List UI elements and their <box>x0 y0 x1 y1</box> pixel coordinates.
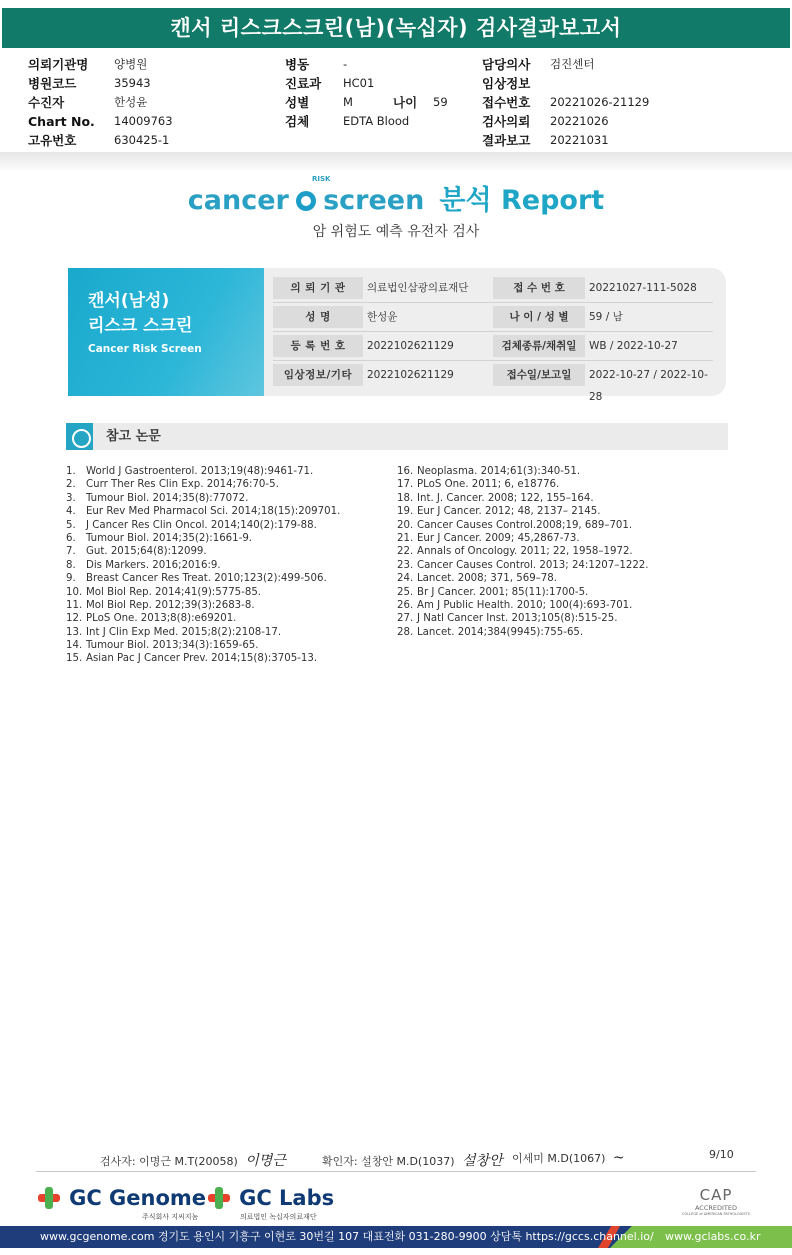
list-item <box>66 626 340 639</box>
gc-genome-logo <box>38 1186 207 1221</box>
grid-row <box>273 332 713 361</box>
gc-cross-icon <box>38 1187 60 1209</box>
footer-site-link[interactable]: www.gclabs.co.kr <box>665 1230 761 1243</box>
ref-number: 23. <box>397 559 414 571</box>
tester-name: 이명근 M.T(20058) <box>139 1155 238 1168</box>
ref-number: 6. <box>66 532 76 544</box>
grid-value: 한성윤 <box>367 311 398 323</box>
info-value: 한성윤 <box>114 95 148 109</box>
ref-text: Eur J Cancer. 2009; 45,2867-73. <box>417 532 580 544</box>
ref-number: 4. <box>66 506 76 518</box>
ref-text: PLoS One. 2013;8(8):e69201. <box>86 613 237 625</box>
tester-signature-mark: 이명근 <box>245 1153 286 1169</box>
report-header <box>0 0 792 50</box>
info-value: EDTA Blood <box>343 114 410 128</box>
info-label: 결과보고 <box>482 133 531 148</box>
info-label: Chart No. <box>28 114 95 129</box>
info-row <box>285 74 465 93</box>
ref-text: Tumour Biol. 2013;34(3):1659-65. <box>86 640 259 652</box>
ref-text: Annals of Oncology. 2011; 22, 1958–1972. <box>417 546 633 558</box>
ref-text: Int. J. Cancer. 2008; 122, 155–164. <box>417 492 594 504</box>
brand-screen: screen <box>323 185 425 216</box>
ref-number: 7. <box>66 546 76 558</box>
list-item <box>397 532 649 545</box>
list-item <box>66 545 340 558</box>
confirmer2-signature-mark: ~ <box>612 1150 625 1166</box>
info-label: 병동 <box>285 57 310 72</box>
ref-number: 16. <box>397 466 414 477</box>
info-value: 20221031 <box>550 133 609 147</box>
grid-value: WB / 2022-10-27 <box>589 340 678 352</box>
info-value: - <box>343 57 348 71</box>
test-info-card <box>68 268 726 403</box>
ref-number: 10. <box>66 586 83 598</box>
grid-label: 접수일/보고일 <box>493 364 585 386</box>
gc-genome-text: GC Genome <box>69 1186 207 1210</box>
info-value: 630425-1 <box>114 133 170 147</box>
ref-number: 17. <box>397 479 414 491</box>
ref-number: 1. <box>66 466 76 477</box>
ref-number: 12. <box>66 613 83 625</box>
ref-number: 25. <box>397 586 414 598</box>
ref-number: 22. <box>397 546 414 558</box>
info-label: 성별 <box>285 95 310 110</box>
grid-label: 성 명 <box>273 306 363 328</box>
list-item <box>397 519 649 532</box>
page-number: 9/10 <box>709 1148 734 1161</box>
grid-label: 의 뢰 기 관 <box>273 277 363 299</box>
info-value: M <box>343 95 353 109</box>
cap-college-text: COLLEGE of AMERICAN PATHOLOGISTS <box>682 1212 750 1216</box>
references-list-left <box>66 465 340 666</box>
references-list-right <box>397 465 649 639</box>
list-item <box>66 572 340 585</box>
info-row <box>285 55 465 74</box>
ref-text: Mol Biol Rep. 2012;39(3):2683-8. <box>86 599 255 611</box>
test-name-en: Cancer Risk Screen <box>88 343 202 355</box>
brain-icon <box>66 423 93 450</box>
patient-info-col1 <box>28 55 248 150</box>
brand-report: 분석 Report <box>439 185 605 216</box>
info-row <box>28 74 248 93</box>
ref-number: 27. <box>397 613 414 625</box>
ref-number: 24. <box>397 573 414 585</box>
footer-contact: www.gcgenome.com 경기도 용인시 기흥구 이현로 30번길 107 대표전화 031-280-9900 상담톡 https://gccs.channel.io/ <box>40 1230 654 1243</box>
test-name-line2: 리스크 스크린 <box>88 316 193 336</box>
list-item <box>397 545 649 558</box>
ref-number: 19. <box>397 506 414 518</box>
confirmer2-signature <box>512 1150 625 1166</box>
age-label: 나이 <box>393 95 418 110</box>
test-name-panel <box>68 268 264 396</box>
ref-text: Eur J Cancer. 2012; 48, 2137– 2145. <box>417 506 601 518</box>
age-value: 59 <box>433 95 448 109</box>
info-value: 14009763 <box>114 114 173 128</box>
list-item <box>66 612 340 625</box>
ref-number: 9. <box>66 573 76 585</box>
list-item <box>397 572 649 585</box>
ref-text: Am J Public Health. 2010; 100(4):693-701. <box>417 599 633 611</box>
confirmer-signature <box>322 1150 503 1170</box>
ref-number: 26. <box>397 599 414 611</box>
ref-number: 13. <box>66 626 83 638</box>
confirmer1-name: 설창안 M.D(1037) <box>361 1155 455 1168</box>
list-item <box>66 465 340 478</box>
list-item <box>66 586 340 599</box>
tester-signature <box>100 1150 286 1170</box>
info-value: HC01 <box>343 76 375 90</box>
grid-value: 2022102621129 <box>367 340 454 352</box>
info-row <box>285 93 465 112</box>
confirmer1-signature-mark: 설창안 <box>462 1153 503 1169</box>
list-item <box>66 492 340 505</box>
list-item <box>397 505 649 518</box>
tester-label: 검사자: <box>100 1155 136 1168</box>
list-item <box>397 599 649 612</box>
cap-accredited-text: ACCREDITED <box>694 1204 738 1212</box>
info-label: 병원코드 <box>28 76 77 91</box>
patient-info-col2 <box>285 55 465 131</box>
info-row <box>482 131 682 150</box>
info-label: 검체 <box>285 114 310 129</box>
info-value: 20221026-21129 <box>550 95 650 109</box>
footer-bar <box>0 1226 792 1248</box>
ref-text: Cancer Causes Control. 2013; 24:1207–1222. <box>417 559 649 571</box>
gc-genome-subtext: 주식회사 지씨지놈 <box>142 1213 199 1221</box>
info-row <box>482 112 682 131</box>
list-item <box>66 532 340 545</box>
footer-divider <box>36 1171 756 1172</box>
ref-number: 28. <box>397 626 414 638</box>
cap-text: CAP <box>699 1186 733 1204</box>
grid-row <box>273 303 713 332</box>
info-row <box>28 93 248 112</box>
ref-text: Breast Cancer Res Treat. 2010;123(2):499-506. <box>86 573 327 585</box>
ref-text: Gut. 2015;64(8):12099. <box>86 546 207 558</box>
ref-text: Cancer Causes Control.2008;19, 689–701. <box>417 519 633 531</box>
grid-row <box>273 361 713 403</box>
info-label: 담당의사 <box>482 57 531 72</box>
info-value: 검진센터 <box>550 57 595 71</box>
test-info-grid <box>273 274 713 403</box>
list-item <box>397 612 649 625</box>
gc-labs-text: GC Labs <box>239 1186 335 1210</box>
ref-number: 3. <box>66 492 76 504</box>
ref-text: Lancet. 2014;384(9945):755-65. <box>417 626 584 638</box>
list-item <box>397 586 649 599</box>
gc-labs-subtext: 의료법인 녹십자의료재단 <box>240 1213 317 1221</box>
gc-labs-logo <box>208 1186 335 1221</box>
info-label: 검사의뢰 <box>482 114 531 129</box>
list-item <box>397 492 649 505</box>
ref-text: Curr Ther Res Clin Exp. 2014;76:70-5. <box>86 479 279 491</box>
grid-label: 나 이 / 성 별 <box>493 306 585 328</box>
ref-number: 2. <box>66 479 76 491</box>
brand-logo <box>0 175 792 218</box>
ref-text: PLoS One. 2011; 6, e18776. <box>417 479 560 491</box>
list-item <box>397 626 649 639</box>
references-title: 참고 논문 <box>106 429 161 444</box>
list-item <box>397 478 649 491</box>
ref-number: 20. <box>397 519 414 531</box>
ref-text: Tumour Biol. 2014;35(8):77072. <box>86 492 249 504</box>
info-value: 20221026 <box>550 114 609 128</box>
list-item <box>66 559 340 572</box>
ref-number: 14. <box>66 640 83 652</box>
info-label: 의뢰기관명 <box>28 57 89 72</box>
list-item <box>66 652 340 665</box>
ref-number: 15. <box>66 653 83 665</box>
ref-number: 8. <box>66 559 76 571</box>
info-row <box>482 93 682 112</box>
list-item <box>397 465 649 478</box>
list-item <box>66 478 340 491</box>
ref-text: Br J Cancer. 2001; 85(11):1700-5. <box>417 586 589 598</box>
test-name-line1: 캔서(남성) <box>88 291 170 311</box>
references-header <box>66 423 728 450</box>
report-title: 캔서 리스크스크린(남)(녹십자) 검사결과보고서 <box>2 8 790 48</box>
grid-label: 임상정보/기타 <box>273 364 363 386</box>
ref-text: Asian Pac J Cancer Prev. 2014;15(8):3705-13. <box>86 653 318 665</box>
ref-number: 5. <box>66 519 76 531</box>
grid-label: 검체종류/채취일 <box>493 335 585 357</box>
ref-number: 21. <box>397 532 414 544</box>
grid-row <box>273 274 713 303</box>
brand-subtitle: 암 위험도 예측 유전자 검사 <box>312 224 480 240</box>
info-row <box>28 112 248 131</box>
info-label: 수진자 <box>28 95 65 110</box>
list-item <box>66 519 340 532</box>
list-item <box>66 639 340 652</box>
grid-label: 등 록 번 호 <box>273 335 363 357</box>
info-label: 임상정보 <box>482 76 531 91</box>
info-row <box>482 74 682 93</box>
gc-cross-icon <box>208 1187 230 1209</box>
info-value: 35943 <box>114 76 151 90</box>
ref-text: Tumour Biol. 2014;35(2):1661-9. <box>86 532 253 544</box>
ref-text: Lancet. 2008; 371, 569–78. <box>417 573 557 585</box>
target-icon <box>296 191 316 211</box>
info-row <box>285 112 465 131</box>
confirm-label: 확인자: <box>322 1155 358 1168</box>
info-label: 접수번호 <box>482 95 531 110</box>
list-item <box>66 599 340 612</box>
ref-text: Neoplasma. 2014;61(3):340-51. <box>417 466 581 477</box>
grid-value: 20221027-111-5028 <box>589 282 697 294</box>
ref-text: Eur Rev Med Pharmacol Sci. 2014;18(15):209701. <box>86 506 341 518</box>
grid-value: 의료법인삼광의료재단 <box>367 282 469 294</box>
list-item <box>66 505 340 518</box>
grid-label: 접 수 번 호 <box>493 277 585 299</box>
ref-text: J Cancer Res Clin Oncol. 2014;140(2):179-88. <box>86 519 317 531</box>
grid-value: 2022102621129 <box>367 369 454 381</box>
info-row <box>28 131 248 150</box>
brand-cancer: cancer <box>187 185 289 216</box>
ref-text: J Natl Cancer Inst. 2013;105(8):515-25. <box>417 613 618 625</box>
grid-value: 59 / 남 <box>589 311 623 323</box>
info-value: 양병원 <box>114 57 148 71</box>
ref-number: 18. <box>397 492 414 504</box>
info-row <box>482 55 682 74</box>
info-label: 고유번호 <box>28 133 77 148</box>
ref-text: Mol Biol Rep. 2014;41(9):5775-85. <box>86 586 262 598</box>
section-divider <box>0 152 792 170</box>
ref-text: Int J Clin Exp Med. 2015;8(2):2108-17. <box>86 626 282 638</box>
info-label: 진료과 <box>285 76 322 91</box>
patient-info-col3 <box>482 55 682 150</box>
ref-text: World J Gastroenterol. 2013;19(48):9461-71. <box>86 466 314 477</box>
list-item <box>397 559 649 572</box>
cap-accredited-logo <box>680 1186 752 1216</box>
grid-value: 2022-10-27 / 2022-10-28 <box>589 369 708 403</box>
ref-text: Dis Markers. 2016;2016:9. <box>86 559 221 571</box>
confirmer2-name: 이세미 M.D(1067) <box>512 1152 606 1165</box>
brand-risk: RISK <box>312 175 331 183</box>
ref-number: 11. <box>66 599 83 611</box>
info-row <box>28 55 248 74</box>
